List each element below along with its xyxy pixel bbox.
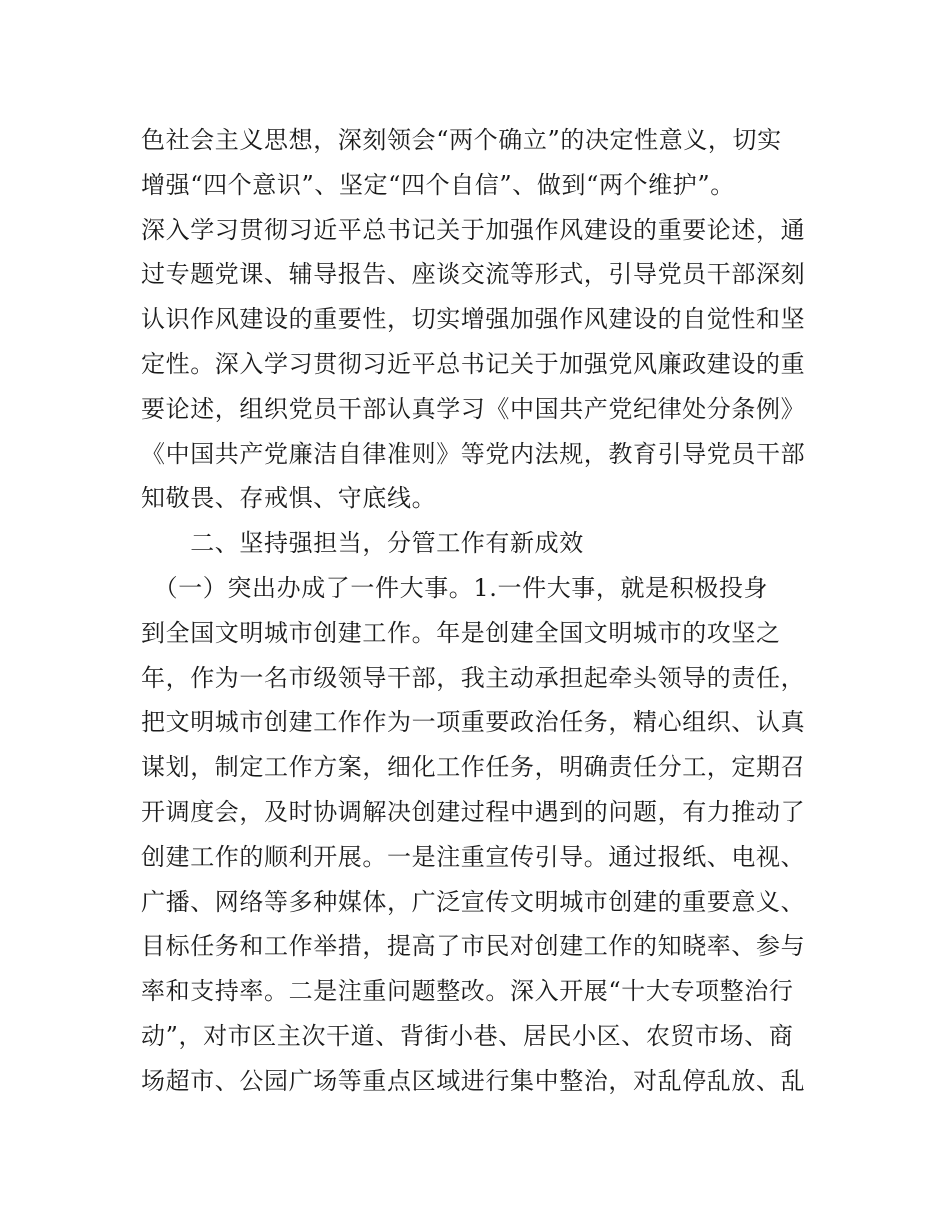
text-line: 把文明城市创建工作作为一项重要政治任务，精心组织、认真	[141, 708, 806, 737]
text-line: 目标任务和工作举措，提高了市民对创建工作的知晓率、参与	[141, 932, 806, 961]
text-line: 年，作为一名市级领导干部，我主动承担起牵头领导的责任，	[141, 663, 806, 692]
text-line: 开调度会，及时协调解决创建过程中遇到的问题，有力推动了	[141, 797, 806, 826]
text-line: 增强“四个意识”、坚定“四个自信”、做到“两个维护”。	[141, 170, 735, 199]
text-line: 率和支持率。二是注重问题整改。深入开展“十大专项整治行	[141, 977, 794, 1006]
text-line: 色社会主义思想，深刻领会“两个确立”的决定性意义，切实	[141, 126, 782, 154]
text-line: 要论述，组织党员干部认真学习《中国共产党纪律处分条例》	[141, 394, 806, 423]
text-line: 广播、网络等多种媒体，广泛宣传文明城市创建的重要意义、	[141, 887, 806, 916]
text-line: 定性。深入学习贯彻习近平总书记关于加强党风廉政建设的重	[141, 349, 806, 378]
text-line: 创建工作的顺利开展。一是注重宣传引导。通过报纸、电视、	[141, 842, 806, 871]
text-line: 动”，对市区主次干道、背街小巷、居民小区、农贸市场、商	[141, 1021, 794, 1050]
text-line: 谋划，制定工作方案，细化工作任务，明确责任分工，定期召	[141, 753, 806, 782]
text-line: 知敬畏、存戒惧、守底线。	[141, 484, 437, 513]
text-line: 深入学习贯彻习近平总书记关于加强作风建设的重要论述，通	[141, 215, 806, 244]
text-line: （一）突出办成了一件大事。1.一件大事，就是积极投身	[141, 573, 769, 602]
body-text	[141, 118, 813, 1104]
section-heading: 二、坚持强担当，分管工作有新成效	[141, 529, 584, 558]
text-line: 过专题党课、辅导报告、座谈交流等形式，引导党员干部深刻	[141, 260, 806, 289]
text-line: 认识作风建设的重要性，切实增强加强作风建设的自觉性和坚	[141, 305, 806, 334]
text-line: 《中国共产党廉洁自律准则》等党内法规，教育引导党员干部	[141, 439, 806, 468]
text-line: 到全国文明城市创建工作。年是创建全国文明城市的攻坚之	[141, 618, 781, 647]
text-line: 场超市、公园广场等重点区域进行集中整治，对乱停乱放、乱	[141, 1066, 806, 1095]
